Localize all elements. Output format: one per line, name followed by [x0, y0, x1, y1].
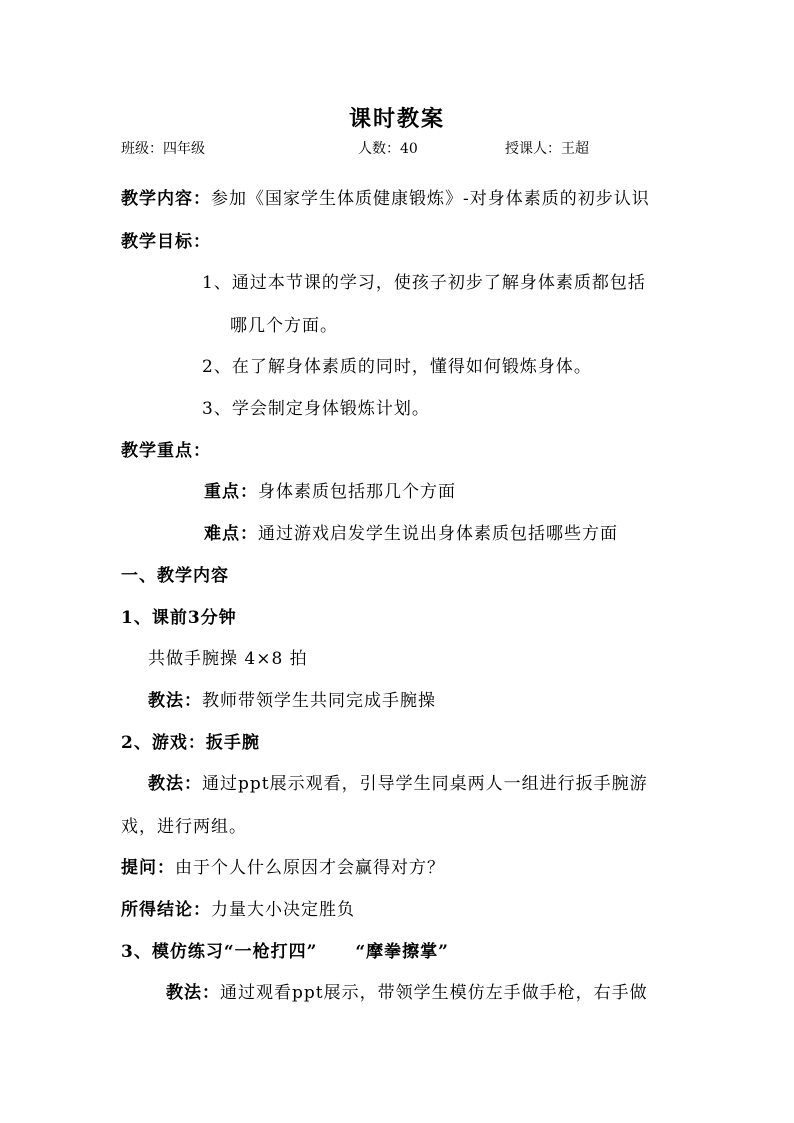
- part3-heading: [121, 941, 449, 963]
- key-label: 重点：: [204, 482, 258, 502]
- difficulty-point: [204, 523, 618, 545]
- part3-method-label: 教法：: [166, 983, 220, 1003]
- student-count: 人数：40: [358, 141, 418, 157]
- goal-item-1: 1、通过本节课的学习，使孩子初步了解身体素质都包括: [202, 273, 646, 293]
- part2-method-label: 教法：: [148, 774, 202, 794]
- focus-heading: 教学重点：: [121, 441, 211, 461]
- question-label: 提问：: [121, 858, 175, 878]
- part2-method-text: 通过ppt展示观看，引导学生同桌两人一组进行扳手腕游: [202, 774, 648, 794]
- key-point: [204, 481, 456, 503]
- content-line: [121, 188, 650, 210]
- part3-heading-a: 3、模仿练习“一枪打四”: [121, 942, 318, 962]
- part3-method-text: 通过观看ppt展示，带领学生模仿左手做手枪，右手做: [220, 983, 648, 1003]
- key-text: 身体素质包括那几个方面: [258, 482, 456, 502]
- goal-item-1-cont: 哪几个方面。: [230, 316, 338, 336]
- class-info: 班级：四年级: [121, 141, 205, 157]
- part1-heading: 1、课前3分钟: [121, 608, 237, 628]
- part2-question: [121, 857, 445, 879]
- content-text: 参加《国家学生体质健康锻炼》-对身体素质的初步认识: [211, 189, 650, 209]
- difficulty-label: 难点：: [204, 524, 258, 544]
- goals-heading: 教学目标：: [121, 232, 211, 252]
- question-text: 由于个人什么原因才会赢得对方？: [175, 858, 445, 878]
- difficulty-text: 通过游戏启发学生说出身体素质包括哪些方面: [258, 524, 618, 544]
- content-label: 教学内容：: [121, 189, 211, 209]
- goal-item-3: 3、学会制定身体锻炼计划。: [202, 399, 430, 419]
- part1-method-text: 教师带领学生共同完成手腕操: [202, 691, 436, 711]
- part2-heading: 2、游戏：扳手腕: [121, 733, 260, 753]
- part3-heading-b: “摩拳擦掌”: [355, 942, 449, 962]
- part2-method-cont: 戏，进行两组。: [121, 817, 247, 837]
- part3-method: [166, 982, 648, 1004]
- conclusion-label: 所得结论：: [121, 900, 211, 920]
- part2-method: [148, 773, 648, 795]
- section-heading: 一、教学内容: [121, 566, 229, 586]
- part2-conclusion: [121, 899, 355, 921]
- teacher-info: 授课人：王超: [505, 141, 589, 157]
- part1-activity: 共做手腕操 4×8 拍: [148, 649, 308, 669]
- part1-method: [148, 690, 436, 712]
- page-title: 课时教案: [348, 106, 445, 132]
- part1-method-label: 教法：: [148, 691, 202, 711]
- goal-item-2: 2、在了解身体素质的同时，懂得如何锻炼身体。: [202, 357, 592, 377]
- conclusion-text: 力量大小决定胜负: [211, 900, 355, 920]
